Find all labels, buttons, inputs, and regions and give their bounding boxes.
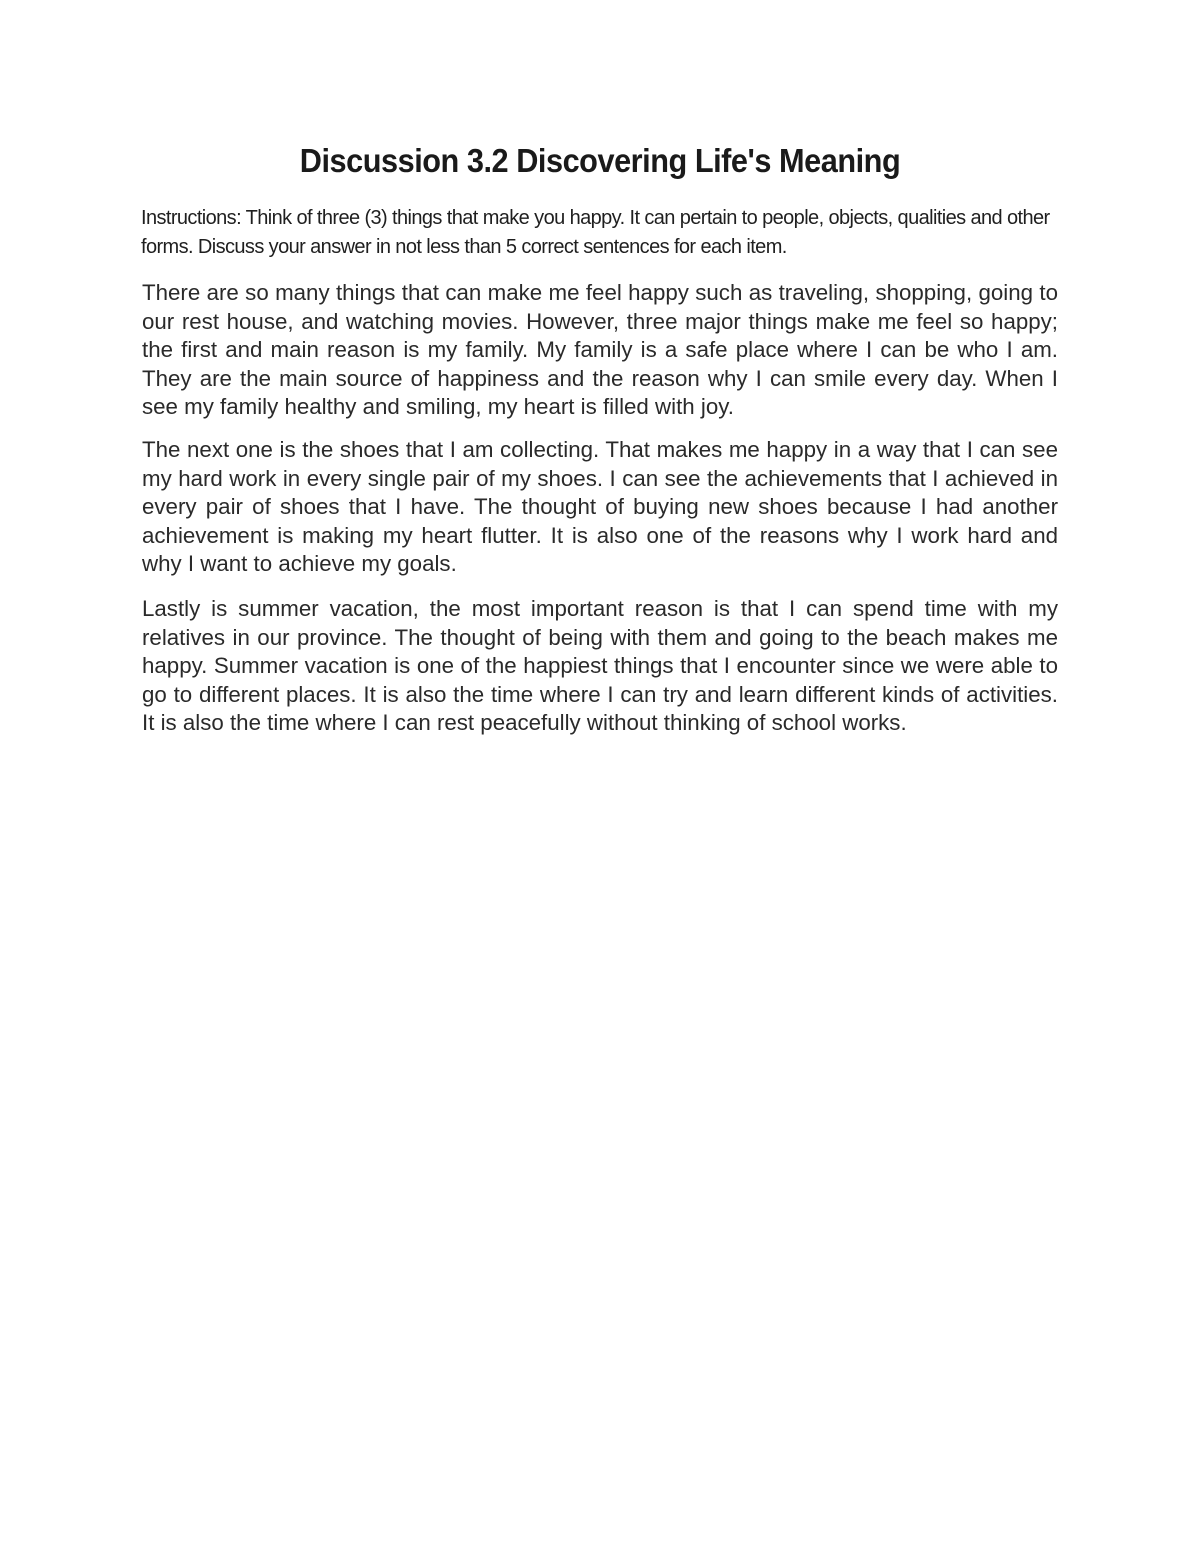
paragraph-family: There are so many things that can make me feel happy such as traveling, shopping, going to our rest house, and watching movies. However, three major things make me feel so happy; the first and main reason is my family. My family is a safe place where I can be who I am. They are the main source of happiness and the reason why I can smile every day. When I see my family healthy and smiling, my heart is filled with joy. — [142, 280, 1058, 419]
paragraph-summer-vacation: Lastly is summer vacation, the most important reason is that I can spend time with my relatives in our province. The thought of being with them and going to the beach makes me happy. Summer vacation is one of the happiest things that I encounter since we were able to go to different places. It is also the time where I can try and learn different kinds of activities. It is also the time where I can rest peacefully without thinking of school works. — [142, 596, 1058, 735]
instructions-text: Instructions: Think of three (3) things that make you happy. It can pertain to people, objects, qualities and other forms. Discuss your answer in not less than 5 correct sentences for each item. — [141, 207, 1050, 258]
paragraph-shoes: The next one is the shoes that I am collecting. That makes me happy in a way that I can see my hard work in every single pair of my shoes. I can see the achievements that I achieved in every pair of shoes that I have. The thought of buying new shoes because I had another achievement is making my heart flutter. It is also one of the reasons why I work hard and why I want to achieve my goals. — [142, 437, 1058, 576]
page-title: Discussion 3.2 Discovering Life's Meaning — [299, 142, 901, 179]
